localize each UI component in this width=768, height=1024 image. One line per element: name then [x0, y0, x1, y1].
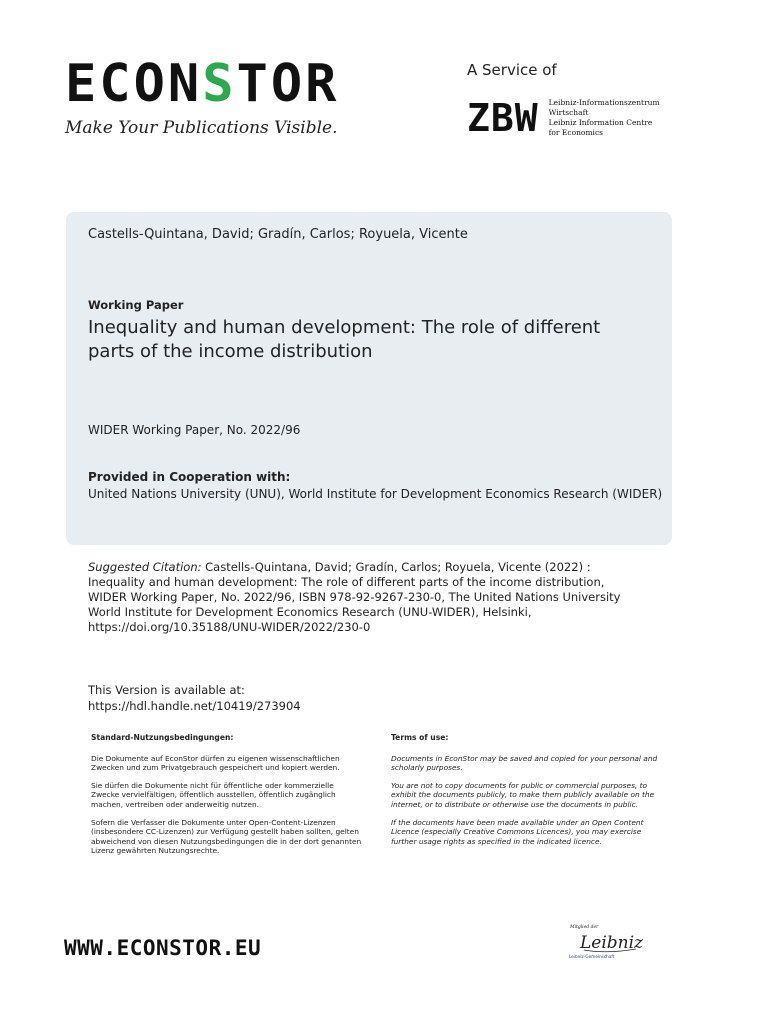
series-info: WIDER Working Paper, No. 2022/96 — [88, 423, 301, 437]
terms-english-p1: Documents in EconStor may be saved and copied for your personal and scholarly purposes. — [391, 753, 658, 773]
terms-german — [91, 733, 363, 864]
zbw-logo — [467, 98, 660, 138]
leibniz-community-text: Leibniz-Gemeinschaft — [569, 954, 615, 959]
terms-english — [391, 733, 663, 854]
terms-english-heading: Terms of use: — [391, 733, 449, 742]
citation-text[interactable]: Castells-Quintana, David; Gradín, Carlos; Royuela, Vicente (2022) : Inequality and human development: The role of different parts of the income distribution, WIDER Working Paper, No. 2022/96, ISBN 978-92-9267-230-0, The United Nations University World Institute for Development Economics Research (UNU-WIDER), Helsinki, https://doi.org/10.35188/UNU-WIDER/2022/230-0 — [88, 560, 621, 634]
citation-label: Suggested Citation: — [88, 560, 202, 574]
terms-german-p2: Sie dürfen die Dokumente nicht für öffentliche oder kommerzielle Zwecke vervielfältigen, öffentlich ausstellen, öffentlich zugänglich machen, vertreiben oder anderweitig nutzen. — [91, 780, 336, 809]
terms-english-p2: You are not to copy documents for public or commercial purposes, to exhibit the documents publicly, to make them publicly available on the internet, or to distribute or otherwise use the documents in public. — [391, 780, 655, 809]
logo-tagline: Make Your Publications Visible. — [65, 118, 338, 138]
paper-title: Inequality and human development: The role of different parts of the income distribution — [88, 317, 601, 362]
cooperation-label: Provided in Cooperation with: — [88, 470, 291, 484]
terms-german-heading: Standard-Nutzungsbedingungen: — [91, 733, 234, 742]
leibniz-logo — [566, 920, 646, 970]
version-link[interactable]: https://hdl.handle.net/10419/273904 — [88, 699, 301, 713]
leibniz-member-text: Mitglied der — [570, 925, 599, 930]
record-panel — [66, 212, 672, 545]
econstor-url-link[interactable]: WWW.ECONSTOR.EU — [64, 936, 262, 960]
version-label: This Version is available at: — [88, 683, 245, 697]
terms-english-p3: If the documents have been made available under an Open Content Licence (especially Creative Commons Licences), you may exercise further usage rights as specified in the indicated licence. — [391, 817, 644, 846]
logo-accent-letter: S — [202, 54, 237, 114]
terms-german-p3: Sofern die Verfasser die Dokumente unter Open-Content-Lizenzen (insbesondere CC-Lizenzen) zur Verfügung gestellt haben sollten, gelten abweichend von diesen Nutzungsbedingungen die in der dort genannten Lizenz gewährten Nutzungsrechte. — [91, 817, 362, 856]
zbw-description: Leibniz-Informationszentrum Wirtschaft Leibniz Information Centre for Economics — [548, 98, 660, 137]
econstor-wordmark: ECONSTOR — [65, 54, 340, 114]
terms-german-p1: Die Dokumente auf EconStor dürfen zu eigenen wissenschaftlichen Zwecken und zum Privatgebrauch gespeichert und kopiert werden. — [91, 753, 340, 773]
leibniz-signature: Leibniz — [580, 933, 644, 953]
paper-type: Working Paper — [88, 298, 184, 312]
zbw-mark: ZBW — [467, 96, 539, 140]
econstor-logo — [65, 54, 340, 138]
cooperation-value: United Nations University (UNU), World Institute for Development Economics Research (WIDER) — [88, 487, 663, 501]
suggested-citation — [88, 560, 628, 635]
version-info — [88, 682, 301, 714]
authors: Castells-Quintana, David; Gradín, Carlos; Royuela, Vicente — [88, 227, 468, 242]
service-label: A Service of — [467, 61, 557, 79]
